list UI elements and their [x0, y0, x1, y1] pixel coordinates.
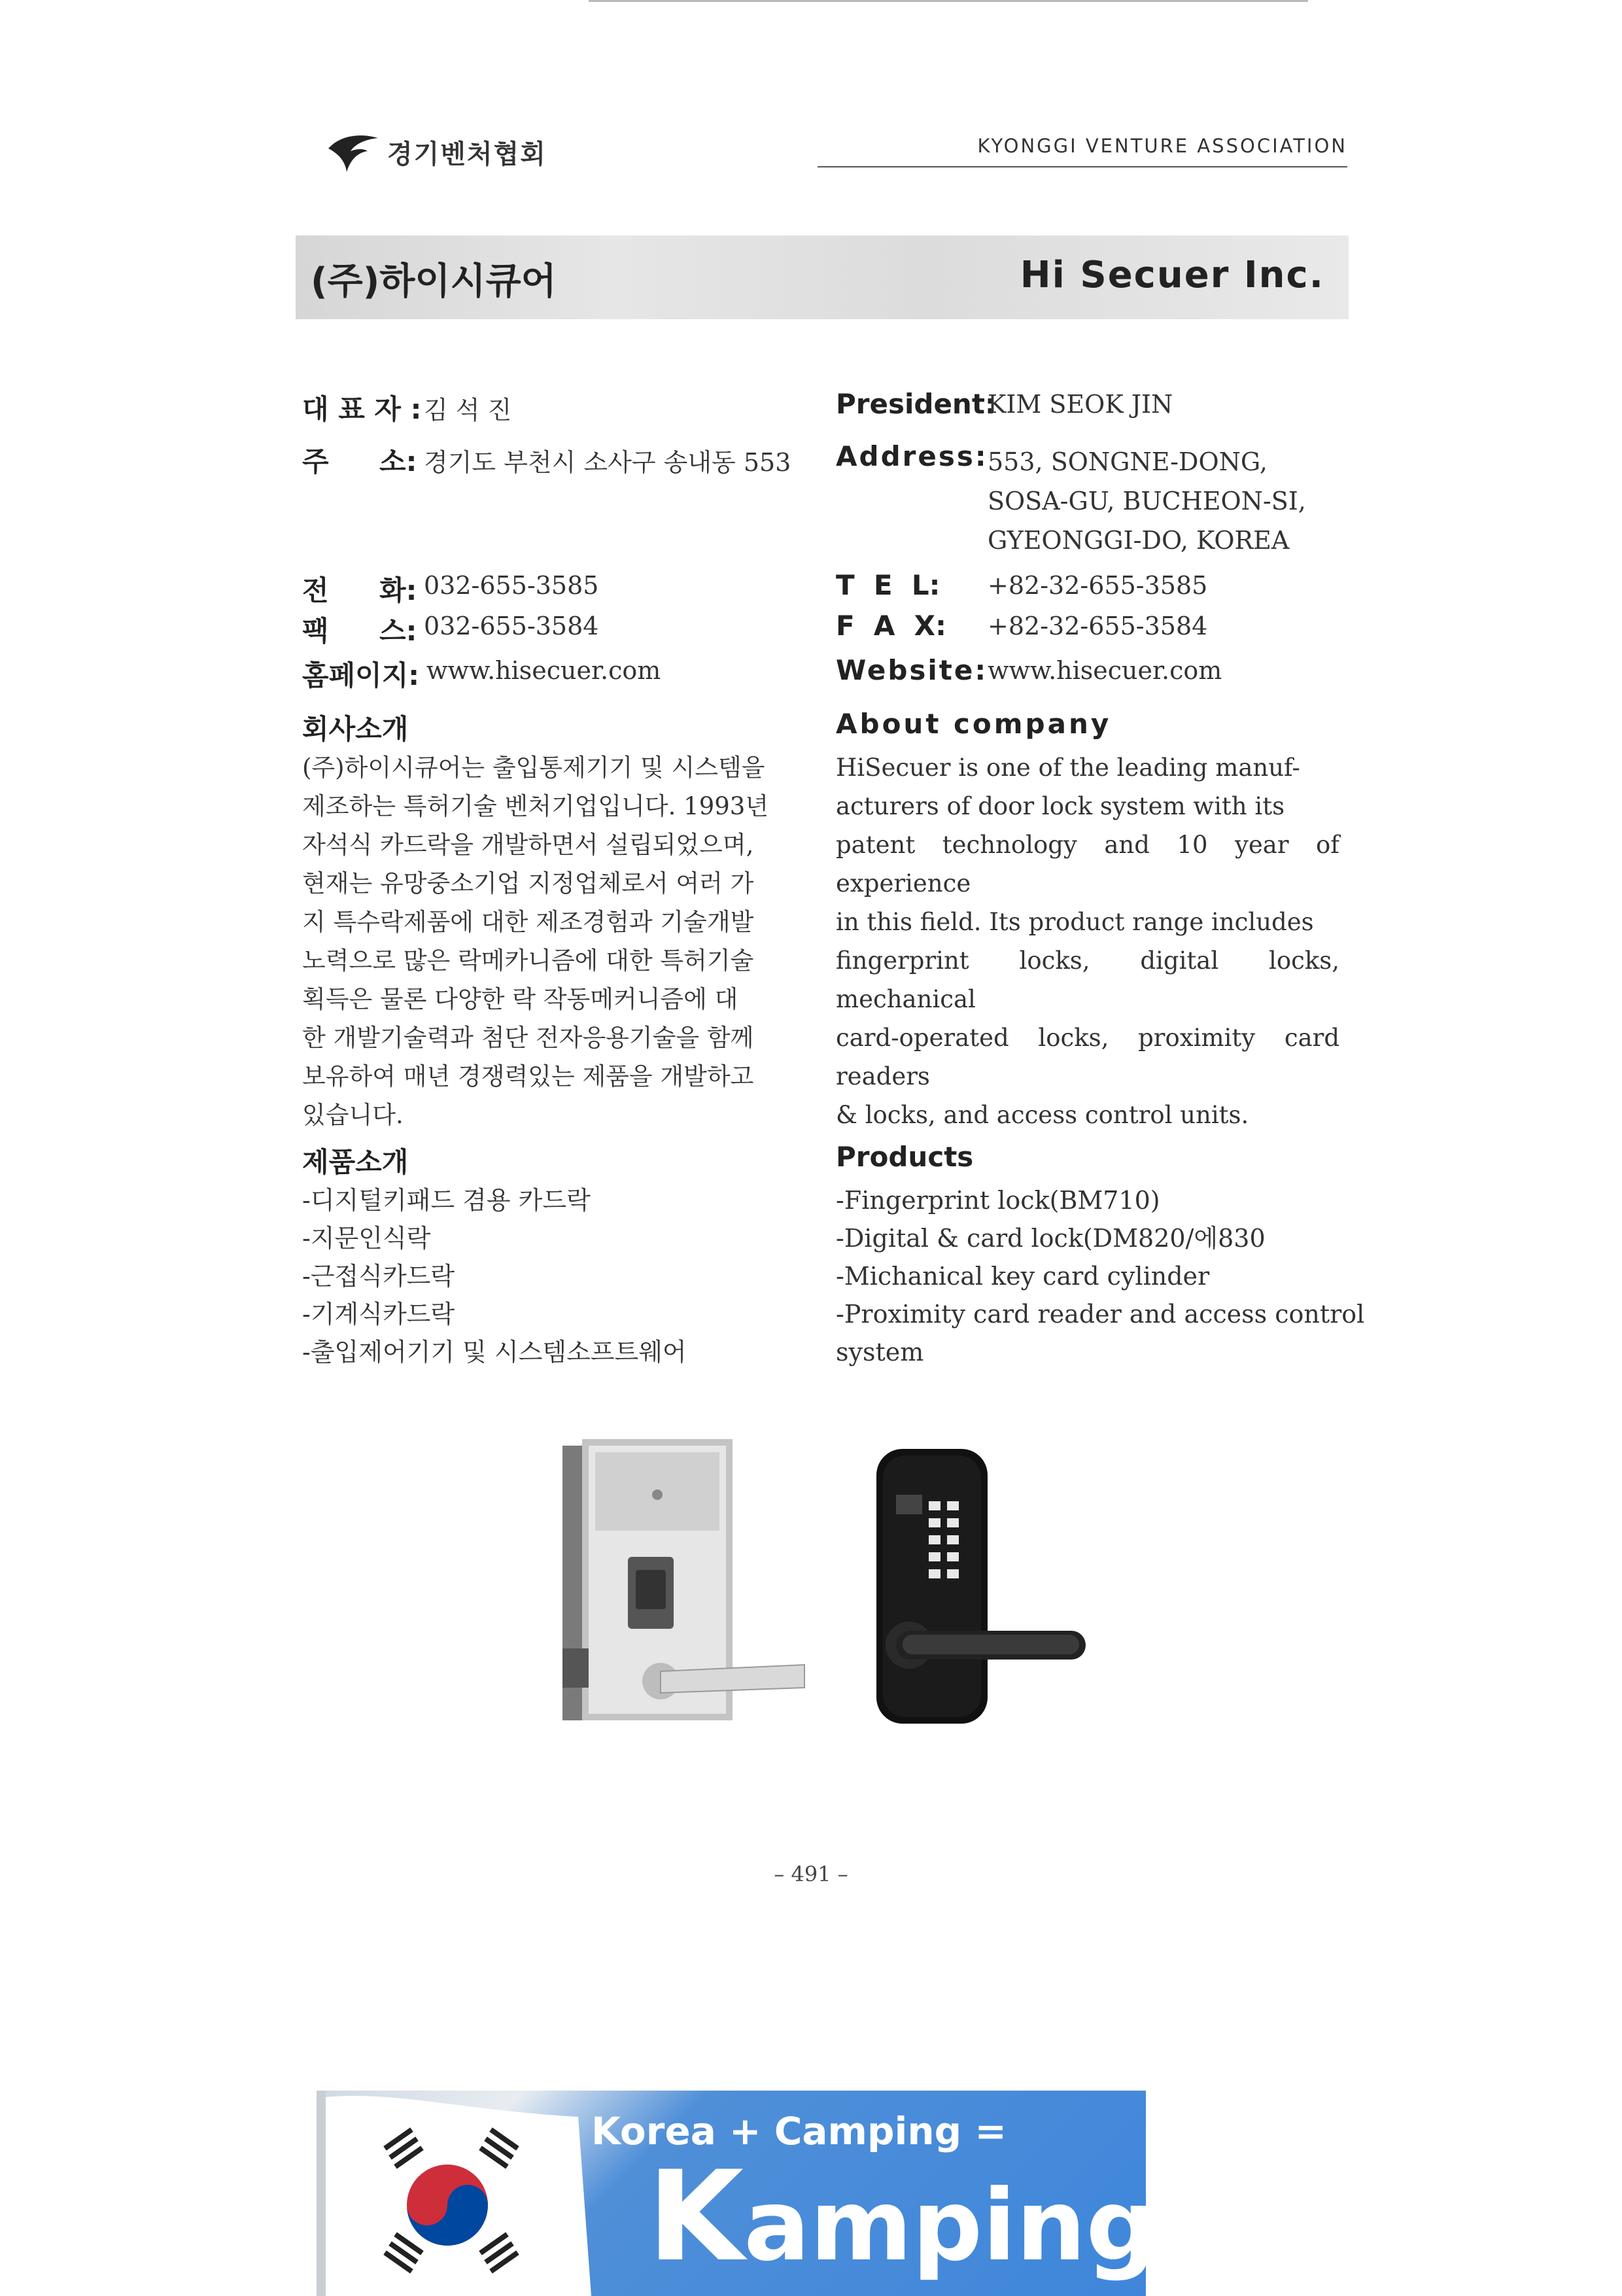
address-line-2: SOSA-GU, BUCHEON-SI, — [988, 487, 1306, 515]
scan-edge-line — [589, 0, 1308, 2]
products-list-ko — [302, 1181, 806, 1371]
header-rule — [818, 166, 1347, 167]
website-value-en: www.hisecuer.com — [988, 656, 1222, 685]
products-heading-en: Products — [836, 1141, 974, 1173]
banner-brand — [647, 2144, 1282, 2295]
product-item-en: -Digital & card lock(DM820/에830 — [836, 1224, 1266, 1253]
association-logo — [327, 126, 602, 178]
president-label-ko: 대 표 자 : — [302, 393, 422, 425]
homepage-value-ko: www.hisecuer.com — [426, 656, 661, 685]
products-heading-ko: 제품소개 — [302, 1146, 409, 1178]
about-heading-en: About company — [836, 708, 1112, 740]
about-ko-line: 있습니다. — [302, 1101, 404, 1129]
about-ko-line: 획득은 물론 다양한 락 작동메커니즘에 대 — [302, 985, 738, 1013]
banner-domain-suffix: .co.kr — [1156, 2223, 1282, 2269]
about-ko-line: 제조하는 특허기술 벤처기업입니다. 1993년 — [302, 792, 769, 820]
page-number: – 491 – — [774, 1862, 848, 1887]
company-name-korean: (주)하이시큐어 — [311, 260, 557, 303]
president-value-en: KIM SEOK JIN — [988, 390, 1173, 419]
tel-label-ko-b: 화: — [379, 574, 417, 606]
website-label-en: Website: — [836, 654, 988, 686]
company-name-english: Hi Secuer Inc. — [1020, 254, 1324, 296]
tel-label-en: T E L: — [836, 569, 940, 601]
president-label-en: President: — [836, 388, 996, 420]
homepage-label-ko: 홈페이지: — [302, 659, 420, 691]
logo-text: 경기벤처협회 — [387, 139, 547, 169]
banner-headline: Korea + Camping = — [591, 2109, 1007, 2153]
product-item-ko: -출입제어기기 및 시스템소프트웨어 — [302, 1338, 687, 1366]
fax-label-en: F A X: — [836, 610, 946, 642]
address-value-en — [988, 442, 1306, 560]
banner-brand-initial: K — [647, 2144, 744, 2289]
association-name: KYONGGI VENTURE ASSOCIATION — [977, 135, 1347, 157]
tel-label-ko-a: 전 — [302, 574, 329, 606]
product-item-ko: -근접식카드락 — [302, 1262, 455, 1291]
about-text-ko — [302, 748, 806, 1134]
kamping-ad-banner[interactable] — [317, 2091, 1282, 2296]
products-list-en — [836, 1181, 1365, 1371]
fingerprint-lock-image — [562, 1439, 811, 1727]
about-ko-line: 지 특수락제품에 대한 제조경험과 기술개발 — [302, 908, 754, 936]
fax-value-en: +82-32-655-3584 — [988, 612, 1208, 640]
product-item-en: -Michanical key card cylinder — [836, 1262, 1210, 1291]
product-item-en: -Proximity card reader and access control — [836, 1300, 1365, 1329]
swallow-logo-icon — [327, 129, 379, 175]
product-item-en: system — [836, 1338, 924, 1366]
president-value-ko: 김 석 진 — [424, 396, 512, 425]
about-ko-line: 노력으로 많은 락메카니즘에 대한 특허기술 — [302, 947, 754, 975]
about-en-line: fingerprint locks, digital locks, mechanical — [836, 947, 1339, 1013]
product-item-ko: -지문인식락 — [302, 1224, 431, 1253]
address-line-3: GYEONGGI-DO, KOREA — [988, 526, 1290, 555]
about-ko-line: 현재는 유망중소기업 지정업체로서 여러 가 — [302, 869, 754, 897]
product-item-ko: -디지털키패드 겸용 카드락 — [302, 1186, 591, 1215]
address-line-1: 553, SONGNE-DONG, — [988, 447, 1268, 476]
address-value-ko: 경기도 부천시 소사구 송내동 553 — [424, 448, 791, 477]
about-text-en — [836, 748, 1339, 1134]
address-label-ko-a: 주 — [302, 445, 329, 478]
address-label-en: Address: — [836, 440, 988, 472]
korean-flag-icon — [317, 2091, 598, 2296]
about-ko-line: 한 개발기술력과 첨단 전자응용기술을 함께 — [302, 1024, 754, 1052]
about-ko-line: 보유하여 매년 경쟁력있는 제품을 개발하고 — [302, 1062, 754, 1090]
about-ko-line: (주)하이시큐어는 출입통제기기 및 시스템을 — [302, 754, 765, 782]
about-en-line: HiSecuer is one of the leading manuf- — [836, 754, 1300, 782]
tel-value-en: +82-32-655-3585 — [988, 571, 1208, 600]
digital-keypad-lock-image — [863, 1449, 1086, 1724]
about-ko-line: 자석식 카드락을 개발하면서 설립되었으며, — [302, 831, 754, 859]
address-label-ko-b: 소: — [379, 445, 417, 478]
product-item-ko: -기계식카드락 — [302, 1300, 455, 1329]
product-item-en: -Fingerprint lock(BM710) — [836, 1186, 1160, 1215]
about-heading-ko: 회사소개 — [302, 713, 409, 745]
fax-label-ko-a: 팩 — [302, 615, 329, 647]
fax-label-ko-b: 스: — [379, 615, 417, 647]
about-en-line: & locks, and access control units. — [836, 1101, 1249, 1129]
about-en-line: in this field. Its product range includes — [836, 908, 1314, 936]
fax-value-ko: 032-655-3584 — [424, 612, 599, 640]
about-en-line: acturers of door lock system with its — [836, 792, 1285, 820]
banner-brand-rest: amping — [744, 2169, 1156, 2283]
tel-value-ko: 032-655-3585 — [424, 571, 599, 600]
about-en-line: patent technology and 10 year of experience — [836, 831, 1339, 897]
about-en-line: card-operated locks, proximity card readers — [836, 1024, 1339, 1090]
